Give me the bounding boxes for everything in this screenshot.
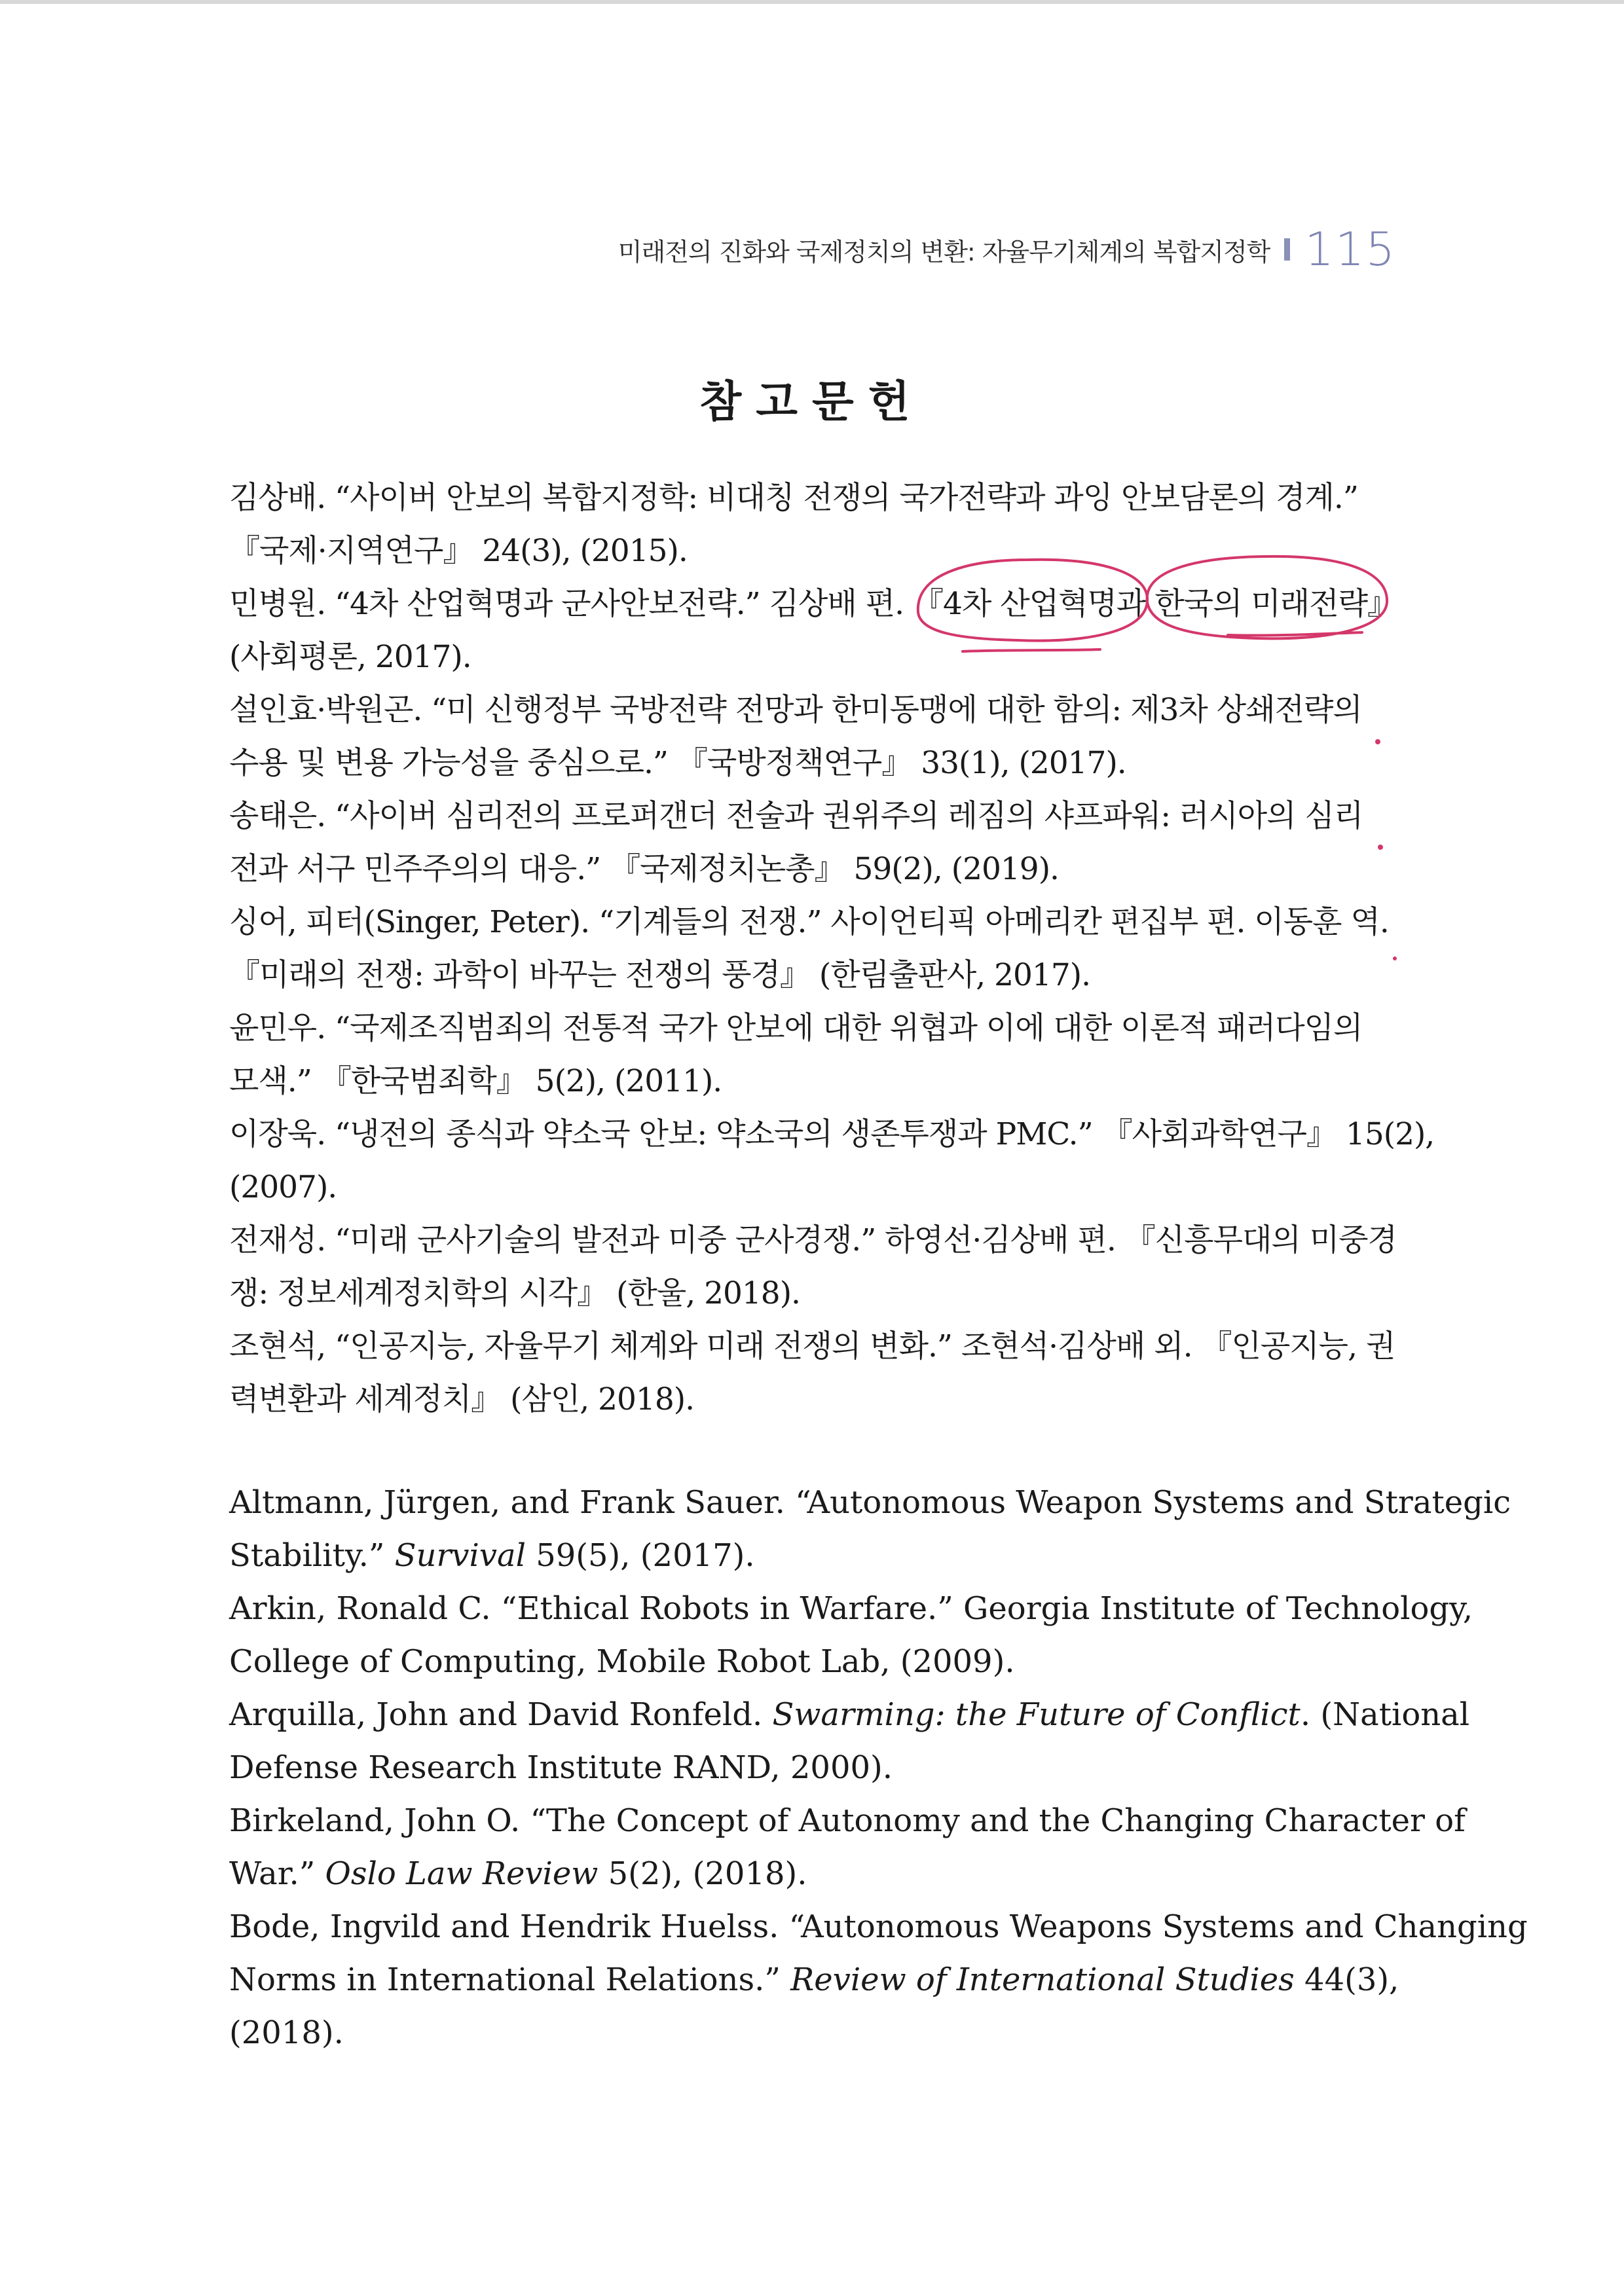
journal-title: Oslo Law Review bbox=[325, 1855, 599, 1892]
reference-line bbox=[229, 1635, 1401, 1688]
reference-line: 력변환과 세계정치』 (삼인, 2018). bbox=[229, 1381, 695, 1417]
reference-line: 『미래의 전쟁: 과학이 바꾸는 전쟁의 풍경』 (한림출판사, 2017). bbox=[229, 957, 1091, 993]
reference-entry bbox=[229, 1795, 1466, 1901]
reference-line: 민병원. “4차 산업혁명과 군사안보전략.” 김상배 편. 『4차 산업혁명과 한국의 미래전략』 bbox=[229, 586, 1398, 622]
reference-text: Altmann, Jürgen, and Frank Sauer. “Autonomous Weapon Systems and Strategic bbox=[229, 1484, 1511, 1521]
reference-entry bbox=[229, 1582, 1473, 1688]
page-number: 115 bbox=[1304, 223, 1396, 276]
reference-entry bbox=[229, 1901, 1528, 2060]
reference-line: 수용 및 변용 가능성을 중심으로.” 『국방정책연구』 33(1), (2017). bbox=[229, 745, 1126, 781]
reference-entry bbox=[229, 1002, 1401, 1108]
reference-line bbox=[229, 1954, 1401, 2007]
reference-line: 전과 서구 민주주의의 대응.” 『국제정치논총』 59(2), (2019). bbox=[229, 851, 1059, 887]
reference-text: . (National bbox=[1300, 1696, 1470, 1733]
reference-entry bbox=[229, 683, 1401, 790]
scan-edge bbox=[0, 0, 1624, 4]
reference-text: Arkin, Ronald C. “Ethical Robots in Warfare.” Georgia Institute of Technology, bbox=[229, 1590, 1473, 1627]
reference-text: Stability.” bbox=[229, 1537, 395, 1574]
reference-entry bbox=[229, 896, 1401, 1002]
reference-line: 윤민우. “국제조직범죄의 전통적 국가 안보에 대한 위협과 이에 대한 이론적 패러다임의 bbox=[229, 1010, 1363, 1046]
reference-line bbox=[229, 1901, 1528, 1954]
reference-line: 쟁: 정보세계정치학의 시각』 (한울, 2018). bbox=[229, 1275, 800, 1311]
journal-title: Review of International Studies bbox=[790, 1961, 1295, 1998]
reference-line: 모색.” 『한국범죄학』 5(2), (2011). bbox=[229, 1063, 722, 1099]
reference-entry bbox=[229, 471, 1401, 577]
korean-references bbox=[229, 471, 1435, 1426]
reference-line bbox=[229, 1795, 1466, 1848]
reference-line bbox=[229, 1688, 1470, 1741]
reference-line: 설인효·박원곤. “미 신행정부 국방전략 전망과 한미동맹에 대한 함의: 제3차 상쇄전략의 bbox=[229, 692, 1362, 728]
reference-entry bbox=[229, 790, 1401, 896]
reference-text: War.” bbox=[229, 1855, 325, 1892]
reference-entry bbox=[229, 577, 1401, 683]
reference-line: 조현석, “인공지능, 자율무기 체계와 미래 전쟁의 변화.” 조현석·김상배 외. 『인공지능, 권 bbox=[229, 1328, 1395, 1364]
reference-line: 전재성. “미래 군사기술의 발전과 미중 군사경쟁.” 하영선·김상배 편. 『신흥무대의 미중경 bbox=[229, 1222, 1397, 1258]
page-title: 참고문헌 bbox=[699, 376, 925, 427]
reference-line bbox=[229, 1529, 1401, 1582]
reference-line: 김상배. “사이버 안보의 복합지정학: 비대칭 전쟁의 국가전략과 과잉 안보담론의 경계.” bbox=[229, 480, 1358, 516]
reference-line: (2007). bbox=[229, 1169, 337, 1205]
reference-line bbox=[229, 1741, 1401, 1795]
reference-line: 송태은. “사이버 심리전의 프로퍼갠더 전술과 권위주의 레짐의 샤프파워: 러시아의 심리 bbox=[229, 798, 1363, 834]
book-title: Swarming: the Future of Conflict bbox=[772, 1696, 1301, 1733]
reference-line bbox=[229, 1582, 1473, 1635]
header-divider bbox=[1284, 238, 1290, 261]
reference-line: 이장욱. “냉전의 종식과 약소국 안보: 약소국의 생존투쟁과 PMC.” 『사회과학연구』 15(2), bbox=[229, 1116, 1435, 1152]
running-header bbox=[618, 223, 1396, 276]
journal-title: Survival bbox=[394, 1537, 526, 1574]
reference-text: 59(5), (2017). bbox=[525, 1537, 755, 1574]
running-title: 미래전의 진화와 국제정치의 변환: 자율무기체계의 복합지정학 bbox=[618, 237, 1270, 266]
reference-line: (사회평론, 2017). bbox=[229, 639, 471, 675]
reference-text: Norms in International Relations.” bbox=[229, 1961, 791, 1998]
english-references bbox=[229, 1476, 1528, 2060]
reference-text: Bode, Ingvild and Hendrik Huelss. “Autonomous Weapons Systems and Changing bbox=[229, 1908, 1528, 1945]
reference-text: Arquilla, John and David Ronfeld. bbox=[229, 1696, 773, 1733]
reference-line bbox=[229, 1848, 1401, 1901]
reference-line: 『국제·지역연구』 24(3), (2015). bbox=[229, 533, 688, 569]
reference-line: (2018). bbox=[229, 2014, 344, 2051]
reference-entry bbox=[229, 1476, 1511, 1582]
reference-text: 44(3), bbox=[1294, 1961, 1399, 1998]
reference-text: Defense Research Institute RAND, 2000). bbox=[229, 1749, 893, 1786]
reference-entry bbox=[229, 1214, 1401, 1320]
reference-text: Birkeland, John O. “The Concept of Autonomy and the Changing Character of bbox=[229, 1802, 1466, 1839]
reference-line bbox=[229, 1476, 1511, 1529]
reference-entry bbox=[229, 1320, 1401, 1426]
reference-line: 싱어, 피터(Singer, Peter). “기계들의 전쟁.” 사이언티픽 아메리칸 편집부 편. 이동훈 역. bbox=[229, 904, 1389, 940]
reference-entry bbox=[229, 1108, 1435, 1214]
reference-entry bbox=[229, 1688, 1470, 1795]
reference-text: 5(2), (2018). bbox=[598, 1855, 807, 1892]
reference-text: College of Computing, Mobile Robot Lab, (2009). bbox=[229, 1643, 1015, 1680]
